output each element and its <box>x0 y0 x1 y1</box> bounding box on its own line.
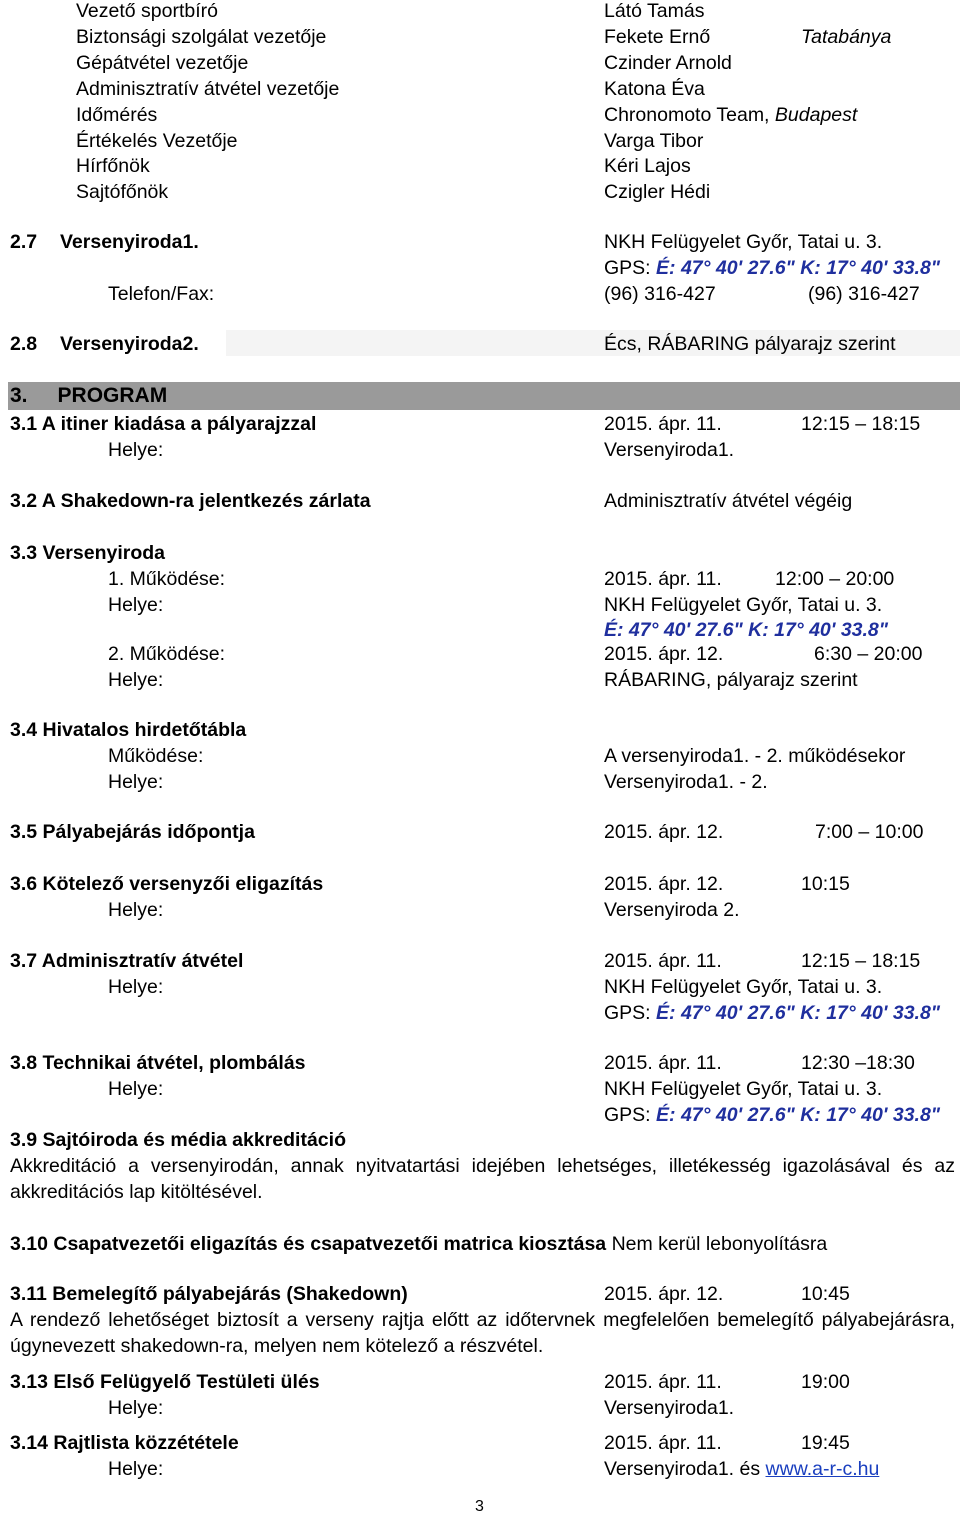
official-name: Fekete Ernő <box>604 26 711 48</box>
official-role: Adminisztratív átvétel vezetője <box>76 78 340 100</box>
gps-line: GPS: É: 47° 40' 27.6" K: 17° 40' 33.8" <box>604 257 941 279</box>
address: NKH Felügyelet Győr, Tatai u. 3. <box>604 231 883 253</box>
official-role: Sajtófőnök <box>76 181 169 203</box>
place: NKH Felügyelet Győr, Tatai u. 3. <box>604 594 883 616</box>
operation-label: 1. Működése: <box>108 568 226 590</box>
section-title: 3.4 Hivatalos hirdetőtábla <box>10 719 247 741</box>
website-link[interactable]: www.a-r-c.hu <box>765 1458 880 1480</box>
official-role: Gépátvétel vezetője <box>76 52 249 74</box>
page-number: 3 <box>475 1498 484 1515</box>
section-number: 2.7 <box>10 231 38 253</box>
official-role: Vezető sportbíró <box>76 0 219 22</box>
fax-value: (96) 316-427 <box>808 283 920 305</box>
official-city: Tatabánya <box>801 26 892 48</box>
place-label: Helye: <box>108 771 164 793</box>
official-name: Katona Éva <box>604 78 705 100</box>
place-label: Helye: <box>108 669 164 691</box>
time: 19:45 <box>801 1432 850 1454</box>
date: 2015. ápr. 11. <box>604 950 722 972</box>
section-title: 3.8 Technikai átvétel, plombálás <box>10 1052 306 1074</box>
section-title: Versenyiroda1. <box>60 231 199 253</box>
place-label: Helye: <box>108 439 164 461</box>
place: RÁBARING, pályarajz szerint <box>604 669 858 691</box>
time: 19:00 <box>801 1371 850 1393</box>
place-label: Helye: <box>108 1078 164 1100</box>
section-row: 3.10 Csapatvezetői eligazítás és csapatvezetői matrica kiosztása Nem kerül lebonyolításra <box>10 1233 828 1255</box>
time: 10:15 <box>801 873 850 895</box>
section-title: 3.5 Pályabejárás időpontja <box>10 821 255 843</box>
official-role: Időmérés <box>76 104 158 126</box>
value: A versenyiroda1. - 2. működésekor <box>604 745 906 767</box>
place-label: Helye: <box>108 1458 164 1480</box>
place: Versenyiroda1. és www.a-r-c.hu <box>604 1458 880 1480</box>
date: 2015. ápr. 12. <box>604 643 724 665</box>
official-name: Czinder Arnold <box>604 52 732 74</box>
program-heading: 3. PROGRAM <box>10 384 168 407</box>
section-title: 3.14 Rajtlista közzététele <box>10 1432 239 1454</box>
time: 12:15 – 18:15 <box>801 413 921 435</box>
official-role: Biztonsági szolgálat vezetője <box>76 26 327 48</box>
place-label: Helye: <box>108 976 164 998</box>
official-name: Varga Tibor <box>604 130 704 152</box>
section-title: 3.6 Kötelező versenyzői eligazítás <box>10 873 324 895</box>
paragraph: Akkreditáció a versenyirodán, annak nyitvatartási idejében lehetséges, illetékesség igazolásával és az akkreditációs lap kitöltésével. <box>10 1155 955 1203</box>
operation-label: 2. Működése: <box>108 643 226 665</box>
section-title: 3.9 Sajtóiroda és média akkreditáció <box>10 1129 346 1151</box>
time: 12:00 – 20:00 <box>775 568 895 590</box>
value: Adminisztratív átvétel végéig <box>604 490 853 512</box>
gps-coordinates: É: 47° 40' 27.6" K: 17° 40' 33.8" <box>604 619 889 641</box>
date: 2015. ápr. 12. <box>604 873 724 895</box>
official-role: Értékelés Vezetője <box>76 130 238 152</box>
place: NKH Felügyelet Győr, Tatai u. 3. <box>604 976 883 998</box>
time: 10:45 <box>801 1283 850 1305</box>
section-number: 2.8 <box>10 333 38 355</box>
date: 2015. ápr. 11. <box>604 1371 722 1393</box>
place: Versenyiroda 2. <box>604 899 740 921</box>
date: 2015. ápr. 11. <box>604 568 722 590</box>
official-name: Kéri Lajos <box>604 155 691 177</box>
official-name: Chronomoto Team, Budapest <box>604 104 858 126</box>
time: 12:15 – 18:15 <box>801 950 921 972</box>
time: 12:30 –18:30 <box>801 1052 915 1074</box>
place: Versenyiroda1. <box>604 1397 735 1419</box>
date: 2015. ápr. 12. <box>604 1283 724 1305</box>
time: 6:30 – 20:00 <box>814 643 923 665</box>
section-title: 3.13 Első Felügyelő Testületi ülés <box>10 1371 320 1393</box>
date: 2015. ápr. 11. <box>604 1432 722 1454</box>
section-title: 3.7 Adminisztratív átvétel <box>10 950 244 972</box>
place-label: Helye: <box>108 1397 164 1419</box>
operation-label: Működése: <box>108 745 204 767</box>
date: 2015. ápr. 11. <box>604 413 722 435</box>
date: 2015. ápr. 12. <box>604 821 724 843</box>
place-label: Helye: <box>108 594 164 616</box>
section-title: Versenyiroda2. <box>60 333 199 355</box>
phone-label: Telefon/Fax: <box>108 283 215 305</box>
paragraph: A rendező lehetőséget biztosít a verseny rajtja előtt az időtervnek megfelelően bemelegítő pályabejárásra, úgynevezett shakedown-ra, melyen nem kötelező a részvétel. <box>10 1309 955 1357</box>
official-name: Czigler Hédi <box>604 181 711 203</box>
phone-value: (96) 316-427 <box>604 283 716 305</box>
gps-line: GPS: É: 47° 40' 27.6" K: 17° 40' 33.8" <box>604 1104 941 1126</box>
place-label: Helye: <box>108 899 164 921</box>
place: Versenyiroda1. - 2. <box>604 771 768 793</box>
location: Écs, RÁBARING pályarajz szerint <box>604 333 896 355</box>
official-role: Hírfőnök <box>76 155 150 177</box>
time: 7:00 – 10:00 <box>815 821 924 843</box>
place: Versenyiroda1. <box>604 439 735 461</box>
gps-line: GPS: É: 47° 40' 27.6" K: 17° 40' 33.8" <box>604 1002 941 1024</box>
section-title: 3.1 A itiner kiadása a pályarajzzal <box>10 413 317 435</box>
date: 2015. ápr. 11. <box>604 1052 722 1074</box>
section-title: 3.3 Versenyiroda <box>10 542 166 564</box>
official-name: Látó Tamás <box>604 0 705 22</box>
place: NKH Felügyelet Győr, Tatai u. 3. <box>604 1078 883 1100</box>
section-title: 3.2 A Shakedown-ra jelentkezés zárlata <box>10 490 371 512</box>
section-title: 3.11 Bemelegítő pályabejárás (Shakedown) <box>10 1283 408 1305</box>
